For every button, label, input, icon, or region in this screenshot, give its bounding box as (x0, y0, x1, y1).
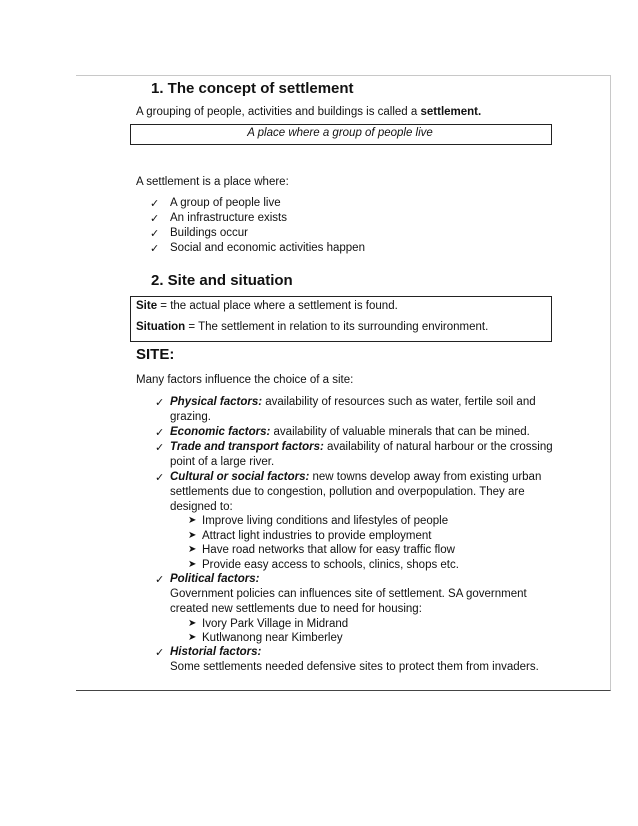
list-item: A group of people live (170, 197, 281, 209)
arrow-bullet-icon: ➤ (188, 530, 197, 541)
check-icon: ✓ (150, 243, 160, 255)
check-icon: ✓ (155, 574, 165, 586)
political-factors-text2: created new settlements due to need for housing: (170, 603, 422, 615)
factor-text: availability of resources such as water, fertile soil and (262, 396, 536, 408)
factor-label: Physical factors: (170, 396, 263, 408)
check-icon: ✓ (155, 472, 165, 484)
sub-list-item: Ivory Park Village in Midrand (202, 618, 349, 630)
arrow-bullet-icon: ➤ (188, 632, 197, 643)
list-item: Buildings occur (170, 227, 248, 239)
cultural-factors (170, 471, 541, 483)
site-intro: Many factors influence the choice of a site: (136, 374, 354, 386)
political-factors-text: Government policies can influences site of settlement. SA government (170, 588, 527, 600)
site-label: Site (136, 300, 158, 312)
arrow-bullet-icon: ➤ (188, 544, 197, 555)
site-heading: SITE: (136, 346, 175, 363)
section2-heading: 2. Site and situation (151, 272, 293, 289)
situation-def-text: = The settlement in relation to its surrounding environment. (185, 321, 489, 333)
political-factors-label: Political factors: (170, 573, 260, 585)
factor-label: Economic factors: (170, 426, 271, 438)
sub-list-item: Kutlwanong near Kimberley (202, 632, 343, 644)
sub-list-item: Provide easy access to schools, clinics, shops etc. (202, 559, 459, 571)
factor-label: Cultural or social factors: (170, 471, 310, 483)
situation-definition (136, 321, 488, 333)
check-icon: ✓ (155, 647, 165, 659)
trade-factors-cont: point of a large river. (170, 456, 275, 468)
historial-factors-label: Historial factors: (170, 646, 262, 658)
check-icon: ✓ (150, 213, 160, 225)
definition-text: A grouping of people, activities and buildings is called a (136, 106, 421, 118)
trade-factors (170, 441, 553, 453)
check-icon: ✓ (150, 228, 160, 240)
factor-text: availability of natural harbour or the crossing (323, 441, 553, 453)
check-icon: ✓ (150, 198, 160, 210)
check-icon: ✓ (155, 427, 165, 439)
definition-term: settlement. (420, 106, 482, 118)
list-item: Social and economic activities happen (170, 242, 365, 254)
historial-factors-text: Some settlements needed defensive sites to protect them from invaders. (170, 661, 539, 673)
physical-factors (170, 396, 536, 408)
definition-box-text: A place where a group of people live (247, 127, 433, 139)
check-icon: ✓ (155, 442, 165, 454)
settlement-definition (136, 106, 481, 118)
situation-label: Situation (136, 321, 186, 333)
list-item: An infrastructure exists (170, 212, 287, 224)
arrow-bullet-icon: ➤ (188, 559, 197, 570)
physical-factors-cont: grazing. (170, 411, 211, 423)
settlement-intro: A settlement is a place where: (136, 176, 289, 188)
cultural-factors-cont2: designed to: (170, 501, 233, 513)
economic-factors (170, 426, 530, 438)
factor-text: new towns develop away from existing urban (309, 471, 542, 483)
factor-label: Trade and transport factors: (170, 441, 324, 453)
factor-text: availability of valuable minerals that can be mined. (270, 426, 530, 438)
section1-heading: 1. The concept of settlement (151, 80, 354, 97)
arrow-bullet-icon: ➤ (188, 618, 197, 629)
cultural-factors-cont: settlements due to congestion, pollution and overpopulation. They are (170, 486, 525, 498)
sub-list-item: Have road networks that allow for easy traffic flow (202, 544, 455, 556)
sub-list-item: Improve living conditions and lifestyles of people (202, 515, 449, 527)
arrow-bullet-icon: ➤ (188, 515, 197, 526)
site-definition (136, 300, 398, 312)
sub-list-item: Attract light industries to provide employment (202, 530, 432, 542)
site-def-text: = the actual place where a settlement is found. (157, 300, 398, 312)
check-icon: ✓ (155, 397, 165, 409)
